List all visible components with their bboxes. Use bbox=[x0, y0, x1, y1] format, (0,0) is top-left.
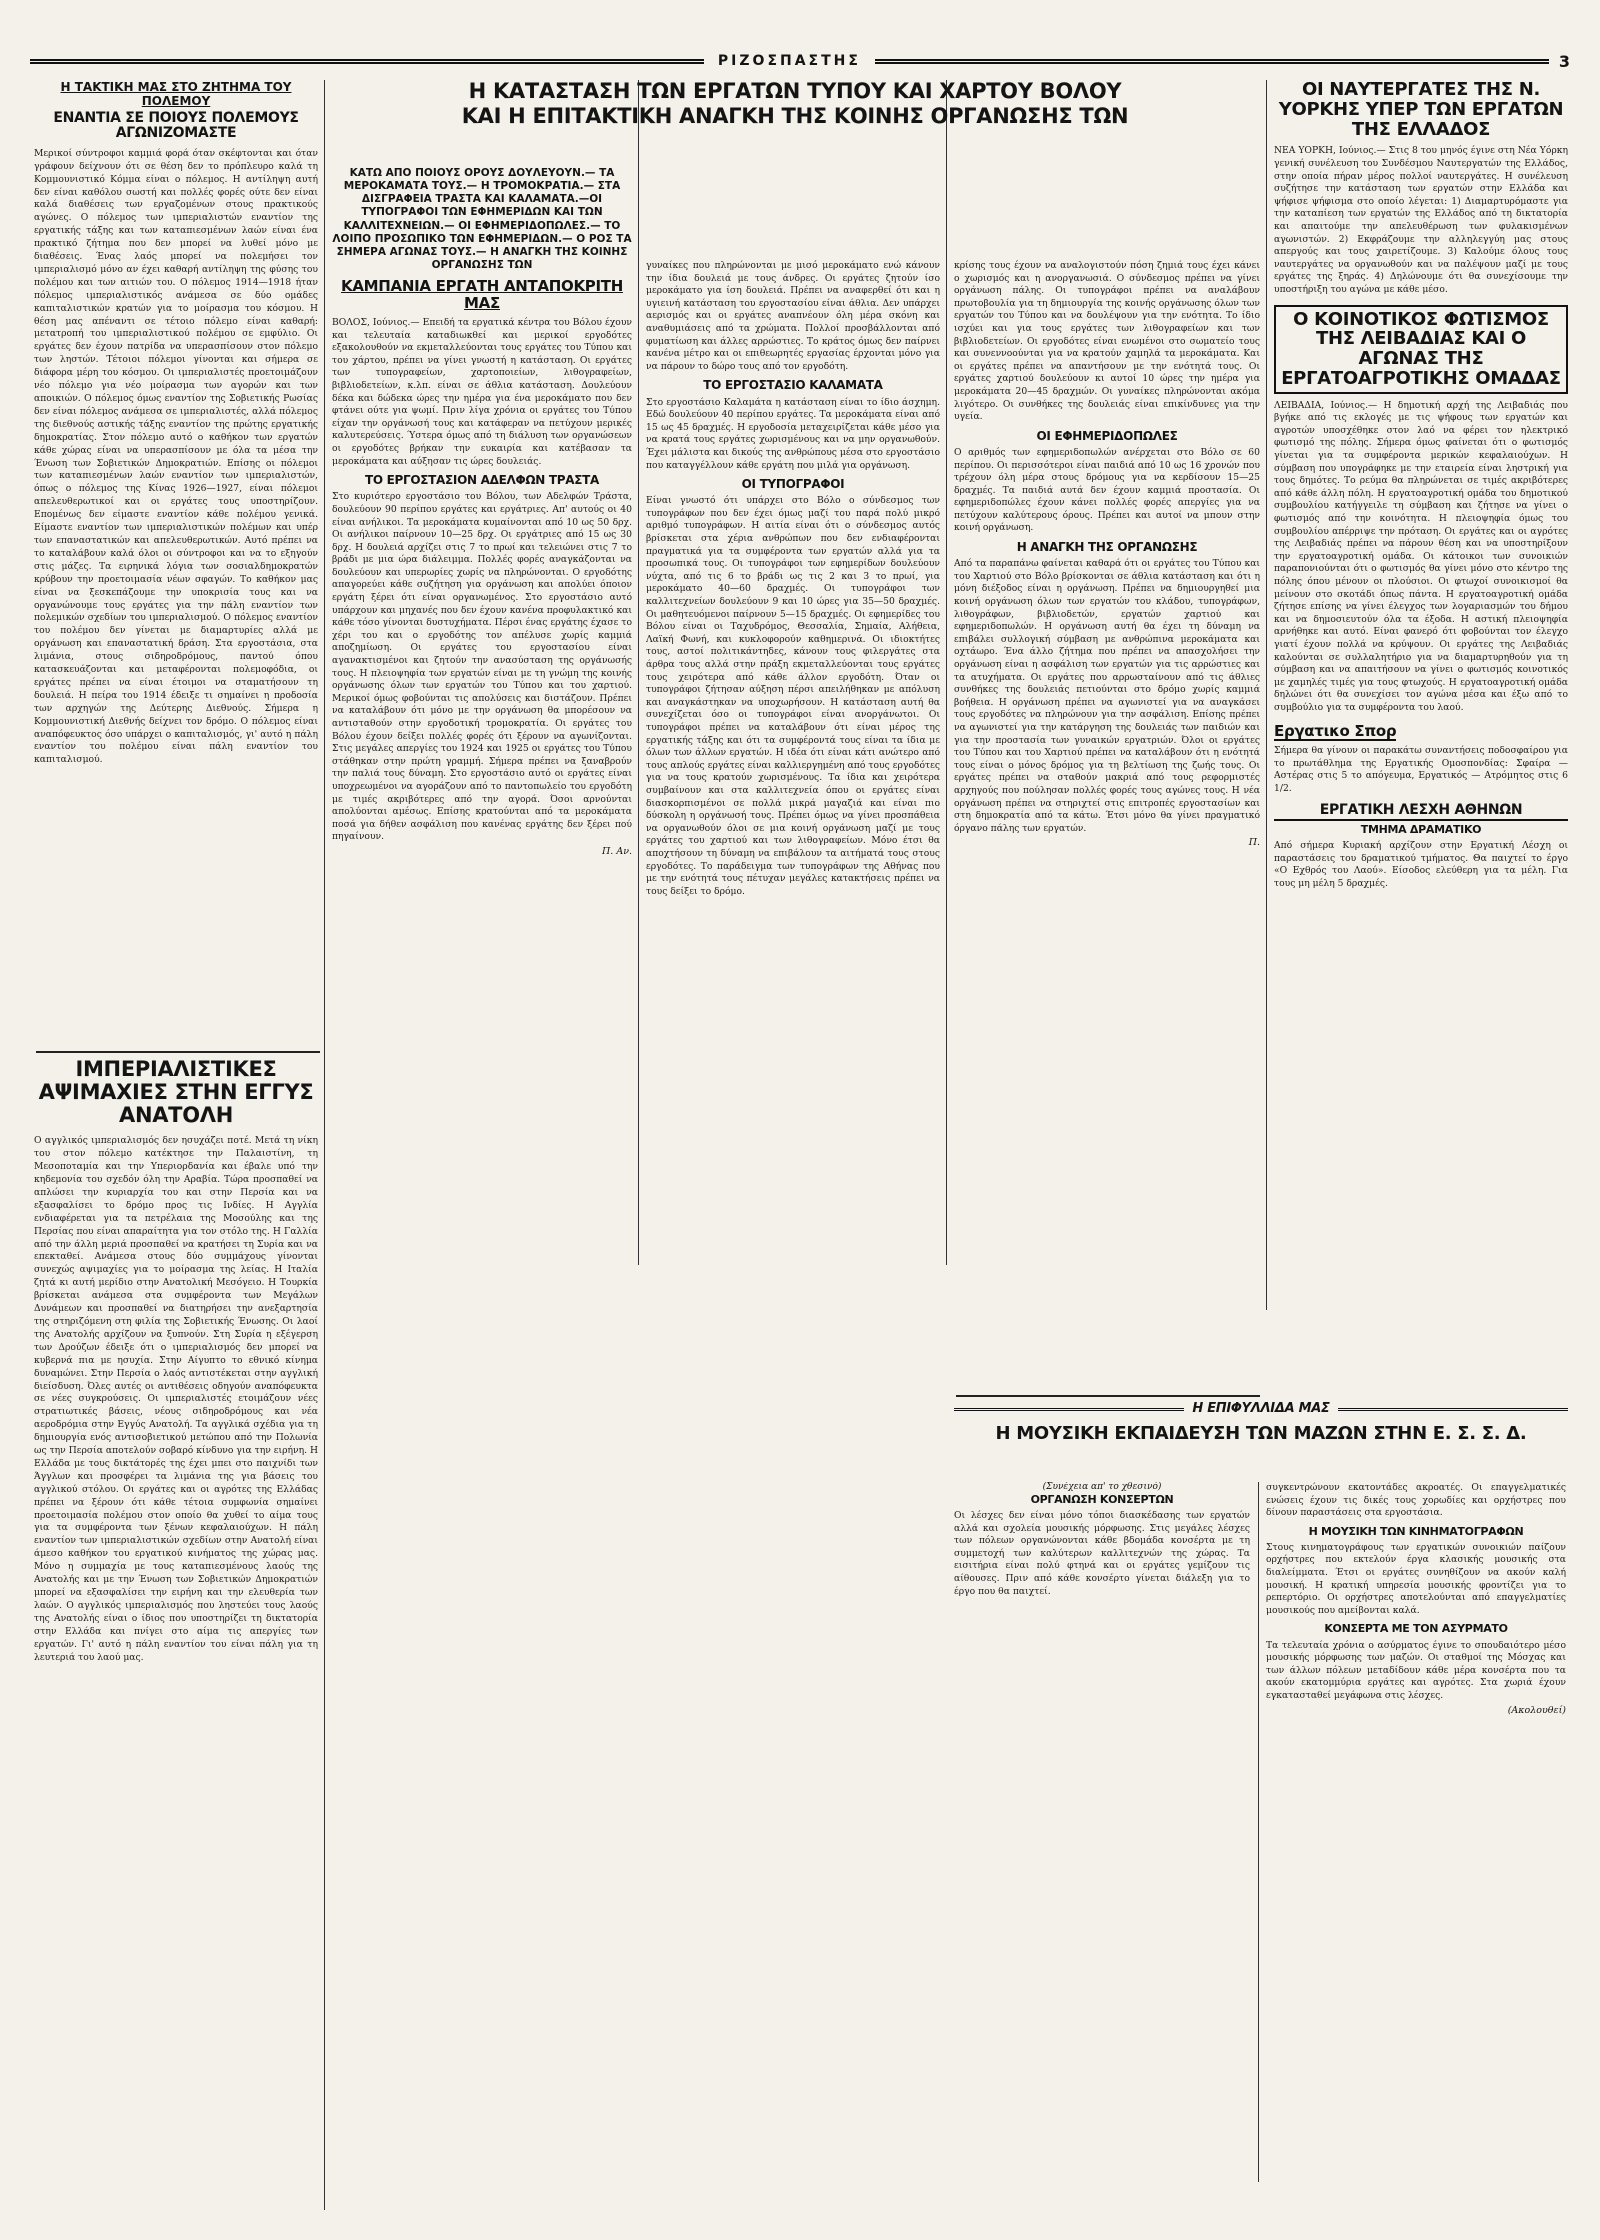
article-headline-continued: ΚΑΙ Η ΕΠΙΤΑΚΤΙΚΗ ΑΝΑΓΚΗ ΤΗΣ ΚΟΙΝΗΣ ΟΡΓΑΝΩΣΗΣ ΤΩΝ bbox=[461, 104, 1129, 129]
feuilleton-headline: Η ΜΟΥΣΙΚΗ ΕΚΠΑΙΔΕΥΣΗ ΤΩΝ ΜΑΖΩΝ ΣΤΗΝ Ε. Σ. Σ. Δ. bbox=[995, 1423, 1527, 1445]
continued-note: (Ακολουθεί) bbox=[1507, 1704, 1566, 1716]
masthead-rule-left bbox=[30, 59, 704, 64]
masthead bbox=[30, 50, 1570, 72]
feuilleton-col-b bbox=[1266, 1482, 1566, 2182]
article-body: Οι λέσχες δεν είναι μόνο τόποι διασκέδασης των εργατών αλλά και σχολεία μουσικής μόρφωσης. Στις μεγάλες λέσχες των πόλεων οργανώνονται κάθε βδομάδα κονσέρτα με τη συμμετοχή των καλύτερων καλλιτεχνών της χώρας. Τα εισιτήρια είναι πολύ φτηνά και οι εργάτες γεμίζουν τις αίθουσες. Πριν από κάθε κονσέρτο γίνεται διάλεξη για το έργο που θα παιχτεί. bbox=[954, 1510, 1250, 1597]
article-volos-col-a bbox=[332, 163, 632, 1183]
feuilleton-label: Η ΕΠΙΦΥΛΛΙΔΑ ΜΑΣ bbox=[1192, 1402, 1330, 1416]
section-heading: ΚΟΝΣΕΡΤΑ ΜΕ ΤΟΝ ΑΣΥΡΜΑΤΟ bbox=[1324, 1622, 1508, 1636]
newspaper-name: ΡΙΖΟΣΠΑΣΤΗΣ bbox=[717, 53, 861, 69]
article-body: Μερικοί σύντροφοι καμμιά φορά όταν σκέφτονται και όταν γράφουν δείχνουν ότι σε θέση δεν το πρόπλευρο καλά τη Κομμουνιστικό Κόμμα είναι ο πόλεμος. Η αντίληψη αυτή δεν είναι καθόλου σωστή και πολλές φορές ούτε δεν είναι καλά διαθέσεις των εργαζομένων στους πρακτικούς αγώνες. Ο πόλεμος των ιμπεριαλιστών εναντίον της εργατικής τάξης και των καταπιεσμένων λαών είναι ένα πρακτικό ζήτημα που δεν μπορεί να λυθεί μόνο με διαθέσεις. Ένας λαός μπορεί να πολεμήσει τον ιμπεριαλισμό μόνο αν έχει καθαρή αντίληψη της φύσης του πολέμου και των αιτιών του. Ο πόλεμος 1914—1918 ήταν πόλεμος ιμπεριαλιστικός ανάμεσα σε δύο ομάδες καπιταλιστικών κρατών για το μοίρασμα του κόσμου. Η θέση μας απέναντι σε τέτοιο πόλεμο είναι καθαρή: μετατροπή του ιμπεριαλιστικού πολέμου σε εμφύλιο. Οι εργάτες δεν έχουν πατρίδα να υπερασπίσουν στον πόλεμο των ληστών. Τέτοιοι πόλεμοι γίνονται και σήμερα σε διάφορα μέρη του κόσμου. Οι ιμπεριαλιστές προετοιμάζουν νέο πόλεμο για νέο μοίρασμα των αγορών και των αποικιών. Ο πόλεμος όμως εναντίον της Σοβιετικής Ρωσίας δεν είναι πόλεμος ανάμεσα σε ιμπεριαλιστές, αλλά πόλεμος της διεθνούς αστικής τάξης εναντίον της πρώτης εργατικής δημοκρατίας. Στον πόλεμο αυτό ο καθήκον των εργατών κάθε χώρας είναι να υπερασπίσουν με όλα τα μέσα την Ένωση των Σοβιετικών Δημοκρατιών. Επίσης οι πόλεμοι των καταπιεσμένων λαών εναντίον των ιμπεριαλιστών, όπως ο πόλεμος της Κίνας 1926—1927, είναι πόλεμοι απελευθερωτικοί και οι εργάτες τους υποστηρίζουν. Επομένως δεν είμαστε εναντίον κάθε πολέμου γενικά. Είμαστε εναντίον των ιμπεριαλιστικών πολέμων και υπέρ των επαναστατικών και απελευθερωτικών. Αυτό πρέπει να το καταλάβουν καλά όλοι οι σύντροφοι και να το εξηγούν στις μάζες. Τα ειρηνικά λόγια των σοσιαλδημοκρατών κρύβουν την προετοιμασία νέων σφαγών. Το καθήκον μας είναι να ξεσκεπάζουμε την υποκρισία τους και να οργανώνουμε τους εργάτες για την πάλη εναντίον των πολεμικών σχεδίων του ιμπεριαλισμού. Ο πόλεμος εναντίον του πολέμου δεν γίνεται με διαμαρτυρίες αλλά με οργάνωση και επαναστατική δράση. Στα εργοστάσια, στα λιμάνια, στους σιδηροδρόμους, παντού όπου κατασκευάζονται και μεταφέρονται πολεμοφόδια, οι εργάτες πρέπει να είναι έτοιμοι να σταματήσουν τη δουλειά. Η πείρα του 1914 έδειξε τι σημαίνει η προδοσία των αρχηγών της Δεύτερης Διεθνούς. Σήμερα η Κομμουνιστική Διεθνής δείχνει τον δρόμο. Ο πόλεμος είναι αναπόφευκτος όσο υπάρχει ο καπιταλισμός, γι' αυτό η πάλη εναντίον του πολέμου είναι πάλη εναντίον του καπιταλισμού. bbox=[34, 147, 318, 766]
section-heading: Η ΜΟΥΣΙΚΗ ΤΩΝ ΚΙΝΗΜΑΤΟΓΡΑΦΩΝ bbox=[1308, 1524, 1524, 1538]
article-headline: ΟΙ ΝΑΥΤΕΡΓΑΤΕΣ ΤΗΣ Ν. ΥΟΡΚΗΣ ΥΠΕΡ ΤΩΝ ΕΡΓΑΤΩΝ ΤΗΣ ΕΛΛΑΔΟΣ bbox=[1278, 80, 1564, 140]
feuilleton-banner bbox=[954, 1402, 1568, 1416]
article-imperialist-skirmishes bbox=[34, 1058, 318, 2178]
feuilleton-col-a bbox=[954, 1482, 1250, 2182]
article-body: κρίσης τους έχουν να αναλογιστούν πόση ζημιά τους έχει κάνει ο χωρισμός και η ανοργανωσιά. Ο σύνδεσμος πρέπει να γίνει οργάνωση πάλης. Οι τυπογράφοι πρέπει να αναλάβουν πρωτοβουλία για τη δημιουργία της κοινής οργάνωσης όλων των εργατών του Τύπου και να δουλέψουν για την ενότητα. Το ίδιο ισχύει και για τους εργάτες των λιθογραφείων και των βιβλιοδετείων. Οι εργοδότες είναι ενωμένοι στο σωματείο τους και συνεννοούνται για να κρατούν χαμηλά τα μεροκάματα. Και οι εργάτες πρέπει να απαντήσουν με την ενότητά τους. Οι εργάτες χαρτιού δουλεύουν κι αυτοί 10 ώρες την ημέρα για μεροκάματα 20—45 δραχμών. Οι γυναίκες πληρώνονται ακόμα λιγότερο. Οι συνθήκες της δουλειάς είναι επικίνδυνες για την υγεία. bbox=[954, 260, 1260, 423]
section-rule bbox=[956, 1395, 1260, 1397]
author-signature: Π. Αν. bbox=[602, 845, 632, 857]
column-rule bbox=[638, 80, 639, 1265]
article-volos-col-b bbox=[646, 260, 940, 1185]
banner-rule bbox=[1338, 1408, 1568, 1411]
article-headline: Ο ΚΟΙΝΟΤΙΚΟΣ ΦΩΤΙΣΜΟΣ ΤΗΣ ΛΕΙΒΑΔΙΑΣ ΚΑΙ Ο ΑΓΩΝΑΣ ΤΗΣ ΕΡΓΑΤΟΑΓΡΟΤΙΚΗΣ ΟΜΑΔΑΣ bbox=[1274, 305, 1568, 394]
article-body: Στους κινηματογράφους των εργατικών συνοικιών παίζουν ορχήστρες που εκτελούν έργα κλασικής μουσικής στα διαλείμματα. Έτσι οι εργάτες συνηθίζουν να ακούν καλή μουσική. Η κρατική υπηρεσία μουσικής φροντίζει για το ρεπερτόριο. Οι ορχήστρες αποτελούνται από επαγγελματίες μουσικούς που αμείβονται καλά. bbox=[1266, 1541, 1566, 1616]
article-body: ΛΕΙΒΑΔΙΑ, Ιούνιος.— Η δημοτική αρχή της Λειβαδιάς που βγήκε από τις εκλογές με τις ψήφους των εργατών και αγροτών υποσχέθηκε στον λαό να φέρει τον ηλεκτρικό φωτισμό της πόλης. Σήμερα όμως φαίνεται ότι ο φωτισμός γίνεται για τα συμφέροντα μερικών κεφαλαιούχων. Η σύμβαση που υπογράφηκε με την εταιρεία είναι ληστρική για τους δημότες. Το ρεύμα θα πληρώνεται σε τιμές ακριβότερες από κάθε άλλη πόλη. Η εργατοαγροτική ομάδα του δημοτικού συμβουλίου κατήγγειλε τη σύμβαση και ζήτησε να γίνει ο φωτισμός από την κοινότητα. Η πλειοψηφία όμως του συμβουλίου απέρριψε την πρόταση. Οι εργάτες και οι αγρότες της Λειβαδιάς πρέπει να πάρουν θέση και να υποστηρίξουν την εργατοαγροτική ομάδα. Οι κάτοικοι των συνοικιών παραπονιούνται ότι ο φωτισμός θα γίνει μόνο στο κέντρο της πόλης όπου μένουν οι πλούσιοι. Οι φτωχοί συνοικισμοί θα μείνουν στο σκοτάδι όπως πάντα. Η εργατοαγροτική ομάδα ζήτησε επίσης να γίνει έλεγχος των λογαριασμών του δήμου και να δημοσιευτούν όλα τα έξοδα. Η αστική πλειοψηφία αρνήθηκε και αυτό. Είναι φανερό ότι φοβούνται τον έλεγχο γιατί έχουν πολλά να κρύψουν. Οι εργάτες της Λειβαδιάς καλούνται σε συλλαλητήριο για να διαμαρτυρηθούν για τη σύμβαση και να απαιτήσουν να γίνει ο φωτισμός κοινοτικός με χαμηλές τιμές για τους φτωχούς. Η εργατοαγροτική ομάδα δηλώνει ότι θα συνεχίσει τον αγώνα μέσα και έξω από το συμβούλιο για τα συμφέροντα του λαού. bbox=[1274, 399, 1568, 713]
article-body: Τα τελευταία χρόνια ο ασύρματος έγινε το σπουδαιότερο μέσο μουσικής μόρφωσης των μαζών. Οι σταθμοί της Μόσχας και των άλλων πόλεων μεταδίδουν κάθε μέρα κονσέρτα που τα ακούν εκατομμύρια εργάτες και αγρότες. Στα χωριά έχουν εγκατασταθεί μεγάφωνα στις λέσχες. bbox=[1266, 1639, 1566, 1701]
masthead-rule-right bbox=[875, 59, 1549, 64]
article-body: ΒΟΛΟΣ, Ιούνιος.— Επειδή τα εργατικά κέντρα του Βόλου έχουν και τελευταία καταδιωκθεί και μερικοί εργοδότες εξακολουθούν να εκμεταλλεύονται τους εργάτες του Τύπου και του χάρτου, πρέπει να γίνει γνωστή η κατάσταση. Οι εργάτες των τυπογραφείων, χαρτοποιείων, λιθογραφείων, βιβλιοδετείων, κ.λπ. είναι σε άθλια κατάσταση. Δουλεύουν δέκα και δώδεκα ώρες την ημέρα για ένα μεροκάματο που δεν φτάνει ούτε για ψωμί. Πριν λίγα χρόνια οι εργάτες του Τύπου είχαν την οργάνωσή τους και κατάφεραν να πετύχουν μερικές καλυτερεύσεις. Ύστερα όμως από τη διάλυση των οργανώσεων οι εργοδότες βρήκαν την ευκαιρία και κατέβασαν τα μεροκάματα και αύξησαν τις ώρες δουλειάς. bbox=[332, 317, 632, 467]
article-subheads: ΚΑΤΩ ΑΠΟ ΠΟΙΟΥΣ ΟΡΟΥΣ ΔΟΥΛΕΥΟΥΝ.— ΤΑ ΜΕΡΟΚΑΜΑΤΑ ΤΟΥΣ.— Η ΤΡΟΜΟΚΡΑΤΙΑ.— ΣΤΑ ΔΙΣΓΡΑΦΕΙΑ ΤΡΑΣΤΑ ΚΑΙ ΚΑΛΑΜΑΤΑ.—ΟΙ ΤΥΠΟΓΡΑΦΟΙ ΤΩΝ ΕΦΗΜΕΡΙΔΩΝ ΚΑΙ ΤΩΝ ΚΑΛΛΙΤΕΧΝΕΙΩΝ.— ΟΙ ΕΦΗΜΕΡΙΔΟΠΩΛΕΣ.— ΤΟ ΛΟΙΠΟ ΠΡΟΣΩΠΙΚΟ ΤΩΝ ΕΦΗΜΕΡΙΔΩΝ.— Ο ΡΟΣ ΤΑ ΣΗΜΕΡΑ ΑΓΩΝΑΣ ΤΟΥΣ.— Η ΑΝΑΓΚΗ ΤΗΣ ΚΟΙΝΗΣ ΟΡΓΑΝΩΣΗΣ ΤΩΝ bbox=[332, 167, 632, 271]
continuation-note: (Συνέχεια απ' το χθεσινό) bbox=[1042, 1482, 1162, 1492]
section-heading: ΟΙ ΤΥΠΟΓΡΑΦΟΙ bbox=[741, 477, 845, 492]
right-column bbox=[1274, 80, 1568, 1400]
column-rule bbox=[1258, 1482, 1259, 2182]
article-headline: Η ΚΑΤΑΣΤΑΣΗ ΤΩΝ ΕΡΓΑΤΩΝ ΤΥΠΟΥ ΚΑΙ ΧΑΡΤΟΥ ΒΟΛΟΥ bbox=[468, 80, 1122, 103]
page-number: 3 bbox=[1558, 51, 1571, 71]
article-volos-header bbox=[332, 80, 1258, 160]
article-headline: ΙΜΠΕΡΙΑΛΙΣΤΙΚΕΣ ΑΨΙΜΑΧΙΕΣ ΣΤΗΝ ΕΓΓΥΣ ΑΝΑΤΟΛΗ bbox=[38, 1058, 314, 1128]
feuilleton-header bbox=[954, 1402, 1568, 1482]
article-body: Ο αγγλικός ιμπεριαλισμός δεν ησυχάζει ποτέ. Μετά τη νίκη του στον πόλεμο κατέκτησε την Παλαιστίνη, τη Μεσοποταμία και την Υπεριορδανία και έβαλε υπό την κηδεμονία του σχεδόν όλη την Αραβία. Τώρα προσπαθεί να απλώσει την κυριαρχία του και στην Περσία και να εξασφαλίσει το δρόμο προς τις Ινδίες. Η Αγγλία ενδιαφέρεται για τα πετρέλαια της Μοσούλης και της Περσίας που είναι απαραίτητα για τον στόλο της. Η Γαλλία από την άλλη μεριά προσπαθεί να κρατήσει τη Συρία και να επεκταθεί. Ανάμεσα στους δύο συμμάχους γίνονται συνεχώς αψιμαχίες για το μοίρασμα της λείας. Η Ιταλία ζητά κι αυτή μερίδιο στην Ανατολική Μεσόγειο. Η Τουρκία βρίσκεται ανάμεσα στα συμφέροντα των Μεγάλων Δυνάμεων και προσπαθεί να διατηρήσει την ανεξαρτησία της στηριζόμενη στη φιλία της Σοβιετικής Ένωσης. Οι λαοί της Ανατολής αρχίζουν να ξυπνούν. Στη Συρία η εξέγερση των Δρούζων έδειξε ότι ο ιμπεριαλισμός δεν μπορεί να κυβερνά πια με ησυχία. Στην Αίγυπτο το εθνικό κίνημα δυναμώνει. Στην Περσία ο λαός αντιστέκεται στην αγγλική διείσδυση. Όλες αυτές οι αντιθέσεις οδηγούν αναπόφευκτα σε νέες συγκρούσεις. Οι ιμπεριαλιστές ετοιμάζουν νέες στρατιωτικές βάσεις, νέους σιδηροδρόμους και νέα αεροδρόμια στην Εγγύς Ανατολή. Τα αγγλικά σχέδια για τη δημιουργία ενός αντισοβιετικού μετώπου από την Πολωνία ως την Περσία αποτελούν σοβαρό κίνδυνο για την ειρήνη. Η Ελλάδα με τους δικτάτορές της έχει μπει στο παιχνίδι των Άγγλων και προσφέρει τα λιμάνια της για βάσεις του αγγλικού στόλου. Οι εργάτες και οι αγρότες της Ελλάδας πρέπει να ξέρουν ότι κάθε τέτοια συμφωνία σημαίνει προετοιμασία πολέμου στον οποίο θα χυθεί το αίμα τους για τα συμφέροντα των ξένων κεφαλαιούχων. Η πάλη εναντίον των ιμπεριαλιστικών σχεδίων στην Ανατολή είναι άμεσο καθήκον του εργατικού κινήματος της χώρας μας. Μόνο η συμμαχία με τους καταπιεσμένους λαούς της Ανατολής και με την Ένωση των Σοβιετικών Δημοκρατιών μπορεί να εξασφαλίσει την ειρήνη και την ελευθερία των λαών. Ο αγγλικός ιμπεριαλισμός που ληστεύει τους λαούς της Ανατολής είναι ο ίδιος που υποστηρίζει τη δικτατορία στην Ελλάδα και πνίγει στο αίμα τις απεργίες των εργατών. Γι' αυτό η πάλη εναντίον του είναι πάλη για τη λευτεριά του λαού μας. bbox=[34, 1135, 318, 1663]
article-body: γυναίκες που πληρώνονται με μισό μεροκάματο ενώ κάνουν την ίδια δουλειά με τους άνδρες. Οι εργάτες ζητούν ίσο μεροκάματο για ίση δουλειά. Πρέπει να αναφερθεί ότι και η υγιεινή κατάσταση του εργοστασίου είναι άθλια. Δεν υπάρχει αερισμός και οι εργάτες αναπνέουν όλη μέρα σκόνη και αναθυμιάσεις από τα χρώματα. Πολλοί προσβάλλονται από φυματίωση και άλλες αρρώστιες. Το κράτος όμως δεν παίρνει κανένα μέτρο και οι επιθεωρητές εργασίας έρχονται μόνο για να πάρουν το δώρο τους από τον εργοδότη. bbox=[646, 260, 940, 372]
article-body: ΝΕΑ ΥΟΡΚΗ, Ιούνιος.— Στις 8 του μηνός έγινε στη Νέα Υόρκη γενική συνέλευση του Συνδέσμου Ναυτεργατών της Ελλάδος, στην οποία πήραν μέρος πολλοί ναυτεργάτες. Η συνέλευση συζήτησε την κατάσταση των εργατών στην Ελλάδα και ψήφισε ψήφισμα στο οποίο λέγεται: 1) Διαμαρτυρόμαστε για την καταπίεση των εργατών της Ελλάδος από τη δικτατορία και απαιτούμε την απελευθέρωση των φυλακισμένων αγωνιστών. 2) Εκφράζουμε την αλληλεγγύη μας στους απεργούς και τους χαιρετίζουμε. 3) Καλούμε όλους τους ναυτεργάτες να οργανωθούν και να παλέψουν μαζί με τους εργάτες της ξηράς. 4) Δηλώνουμε ότι θα συνεχίσουμε την υποστήριξη του αγώνα με κάθε μέσο. bbox=[1274, 145, 1568, 295]
article-body: Είναι γνωστό ότι υπάρχει στο Βόλο ο σύνδεσμος των τυπογράφων που δεν έχει όμως μαζί του παρά πολύ μικρό αριθμό τυπογράφων. Η αιτία είναι ότι ο σύνδεσμος αυτός βρίσκεται στα χέρια ανθρώπων που δεν ενδιαφέρονται πραγματικά για τα συμφέροντα των εργατών αλλά για τα προσωπικά τους. Οι τυπογράφοι των εφημερίδων δουλεύουν νύχτα, από τις 6 το βράδι ως τις 2 και 3 το πρωί, για μεροκάματο 40—60 δραχμές. Οι τυπογράφοι των καλλιτεχνείων δουλεύουν 9 και 10 ώρες για 35—50 δραχμές. Οι μαθητευόμενοι παίρνουν 5—15 δραχμές. Οι εφημερίδες του Βόλου είναι οι Ταχυδρόμος, Θεσσαλία, Σημαία, Αλήθεια, Λαϊκή Φωνή, και κυκλοφορούν καθημερινά. Οι ιδιοκτήτες τους, αστοί πολιτικάντηδες, κάνουν τους φιλεργάτες στα άρθρα τους αλλά στην πράξη εκμεταλλεύονται τους εργάτες τους χειρότερα από κάθε άλλον εργοδότη. Όταν οι τυπογράφοι ζήτησαν αύξηση πέρσι απειλήθηκαν με απόλυση και αναγκάστηκαν να υποχωρήσουν. Η κατάσταση αυτή θα συνεχίζεται όσο οι τυπογράφοι είναι ανοργάνωτοι. Οι τυπογράφοι πρέπει να καταλάβουν ότι είναι μέρος της εργατικής τάξης και ότι τα συμφέροντά τους είναι τα ίδια με όλων των άλλων εργατών. Η ιδέα ότι είναι κάτι ανώτερο από τους απλούς εργάτες είναι καλλιεργημένη από τους εργοδότες για να τους κρατούν χωρισμένους. Τα ίδια και χειρότερα συμβαίνουν και στα καλλιτεχνεία όπου οι εργάτες είναι διασκορπισμένοι σε πολλά μικρά μαγαζιά και είναι πιο δύσκολη η οργάνωσή τους. Πρέπει όμως να γίνει προσπάθεια να οργανωθούν όλοι σε μια κοινή οργάνωση μαζί με τους εργάτες του χαρτιού και των λιθογραφείων. Μόνο έτσι θα αποχτήσουν τη δύναμη να επιβάλουν τα αιτήματά τους στους εργοδότες. Το παράδειγμα των τυπογράφων της Αθήνας που με την ενότητά τους πέτυχαν μεγάλες κατακτήσεις πρέπει να τους δείξει το δρόμο. bbox=[646, 495, 940, 897]
section-heading: ΤΟ ΕΡΓΟΣΤΑΣΙΟ ΚΑΛΑΜΑΤΑ bbox=[703, 378, 883, 393]
section-heading: ΤΟ ΕΡΓΟΣΤΑΣΙΟΝ ΑΔΕΛΦΩΝ ΤΡΑΣΤΑ bbox=[364, 473, 600, 488]
section-heading: Η ΑΝΑΓΚΗ ΤΗΣ ΟΡΓΑΝΩΣΗΣ bbox=[1016, 540, 1198, 555]
article-body: Ο αριθμός των εφημεριδοπωλών ανέρχεται στο Βόλο σε 60 περίπου. Οι περισσότεροι είναι παιδιά από 10 ως 16 χρονών που τρέχουν όλη μέρα στους δρόμους για να κερδίσουν 15—25 δραχμές. Τα παιδιά αυτά δεν έχουν καμμιά προστασία. Οι εφημεριδοπώλες έχουν κάνει πολλές φορές απεργίες για να πετύχουν καλύτερους όρους. Πρέπει και αυτοί να μπουν στην κοινή οργάνωση. bbox=[954, 446, 1260, 534]
article-body: Από τα παραπάνω φαίνεται καθαρά ότι οι εργάτες του Τύπου και του Χαρτιού στο Βόλο βρίσκονται σε άθλια κατάσταση και ότι η μόνη διέξοδος είναι η οργάνωση. Πρέπει να δημιουργηθεί μια κοινή οργάνωση όλων των εργατών του κλάδου, τυπογράφων, λιθογράφων, βιβλιοδετών, εργατών χαρτιού και εφημεριδοπωλών. Η οργάνωση αυτή θα έχει τη δύναμη να επιβάλει συλλογική σύμβαση με ανθρώπινα μεροκάματα και οχτάωρο. Ένα άλλο ζήτημα που πρέπει να απασχολήσει την οργάνωση είναι η ασφάλιση των εργατών για τις αρρώστιες και τα ατυχήματα. Οι εργάτες που αρρωσταίνουν από τις άθλιες συνθήκες της δουλειάς πετιούνται στο δρόμο χωρίς καμμιά βοήθεια. Η οργάνωση πρέπει να αγωνιστεί για να αναγκάσει τους εργοδότες να πληρώνουν για την ασφάλιση. Επίσης πρέπει να αγωνιστεί για την κατάργηση της δουλειάς των παιδιών και για την προστασία των γυναικών εργατριών. Όλοι οι εργάτες του Τύπου και του Χαρτιού πρέπει να καταλάβουν ότι η ενότητά τους είναι ο μόνος δρόμος για τη βελτίωση της ζωής τους. Οι εργάτες πρέπει να σταθούν μακριά από τους ρεφορμιστές αρχηγούς που πούλησαν πολλές φορές τους αγώνες τους. Η νέα οργάνωση πρέπει να στηριχτεί στις επιτροπές εργοστασίων και στη δημοκρατία από τα κάτω. Έτσι μόνο θα γίνει πραγματικό όργανο πάλης των εργατών. bbox=[954, 558, 1260, 834]
club-subheading: ΤΜΗΜΑ ΔΡΑΜΑΤΙΚΟ bbox=[1360, 822, 1482, 836]
article-volos-col-c bbox=[954, 260, 1260, 1185]
club-body: Από σήμερα Κυριακή αρχίζουν στην Εργατική Λέσχη οι παραστάσεις του δραματικού τμήματος. Θα παιχτεί το έργο «Ο Εχθρός του Λαού». Είσοδος ελεύθερη για τα μέλη. Για τους μη μέλη 5 δραχμές. bbox=[1274, 839, 1568, 889]
article-body: συγκεντρώνουν εκατοντάδες ακροατές. Οι επαγγελματικές ενώσεις έχουν τις δικές τους χορωδίες και ορχήστρες που δίνουν παραστάσεις στα εργοστάσια. bbox=[1266, 1482, 1566, 1519]
sport-heading: Εργατικο Σπορ bbox=[1274, 721, 1397, 740]
sport-body: Σήμερα θα γίνουν οι παρακάτω συναντήσεις ποδοσφαίρου για το πρωτάθλημα της Εργατικής Ομοσπονδίας: Σφαίρα — Αστέρας στις 5 το απόγευμα, Εργατικός — Ατρόμητος στις 6 1/2. bbox=[1274, 745, 1568, 794]
banner-rule bbox=[954, 1408, 1184, 1411]
article-war-tactics bbox=[34, 80, 318, 1045]
campaign-heading: ΚΑΜΠΑΝΙΑ ΕΡΓΑΤΗ ΑΝΤΑΠΟΚΡΙΤΗ ΜΑΣ bbox=[341, 277, 623, 312]
article-kicker: Η ΤΑΚΤΙΚΗ ΜΑΣ ΣΤΟ ΖΗΤΗΜΑ ΤΟΥ ΠΟΛΕΜΟΥ bbox=[60, 80, 292, 108]
article-body: Στο κυριότερο εργοστάσιο του Βόλου, των Αδελφών Τράστα, δουλεύουν 90 περίπου εργάτες και εργάτριες. Απ' αυτούς οι 40 είναι ανήλικοι. Τα μεροκάματα κυμαίνονται από 10 ως 50 δρχ. Οι ανήλικοι παίρνουν 10—25 δρχ. Οι εργάτριες από 15 ως 30 δρχ. Η δουλειά αρχίζει στις 7 το πρωί και τελειώνει στις 7 το βράδι με μια ώρα διάλειμμα. Πολλές φορές αναγκάζονται να δουλεύουν και υπερωρίες χωρίς να πληρώνονται. Ο εργοδότης απαγορεύει κάθε συζήτηση για οργάνωση και απολύει όποιον εργάτη ξέρει ότι είναι οργανωμένος. Στο εργοστάσιο αυτό υπάρχουν και μηχανές που δεν έχουν κανένα προφυλακτικό και κάθε τόσο γίνονται δυστυχήματα. Πέρσι ένας εργάτης έχασε το χέρι του και ο εργοδότης τον απέλυσε χωρίς καμμιά αποζημίωση. Οι εργάτες του εργοστασίου είναι αγανακτισμένοι και ζητούν την ανασύσταση της οργάνωσής τους. Η πλειοψηφία των εργατών είναι με τη γνώμη της κοινής οργάνωσης όλων των εργατών του Τύπου και του χαρτιού. Μερικοί όμως φοβούνται τις απολύσεις και διστάζουν. Πρέπει να καταλάβουν ότι μόνο με την οργάνωση θα μπορέσουν να αντισταθούν στην εργοδοτική τρομοκρατία. Οι εργάτες του Βόλου έχουν δείξει πολλές φορές ότι ξέρουν να αγωνίζονται. Στις μεγάλες απεργίες του 1924 και 1925 οι εργάτες του Τύπου στάθηκαν στην πρώτη γραμμή. Σήμερα πρέπει να ξαναβρούν την παλιά τους δύναμη. Στο εργοστάσιο αυτό οι εργάτες είναι υποχρεωμένοι να αγοράζουν από το παντοπωλείο του εργοδότη με τιμές ακριβότερες από την αγορά. Όσοι αρνούνται απολύονται αμέσως. Επίσης κρατούνται από τα μεροκάματα ποσά για δήθεν ασφάλιση που κανένας εργάτης δεν ξέρει πού πηγαίνουν. bbox=[332, 491, 632, 843]
column-rule bbox=[946, 80, 947, 1265]
section-heading: ΟΡΓΑΝΩΣΗ ΚΟΝΣΕΡΤΩΝ bbox=[1030, 1493, 1174, 1506]
section-rule bbox=[36, 1051, 320, 1053]
column-rule bbox=[324, 80, 325, 2210]
article-body: Στο εργοστάσιο Καλαμάτα η κατάσταση είναι το ίδιο άσχημη. Εδώ δουλεύουν 40 περίπου εργάτες. Τα μεροκάματα είναι από 15 ως 45 δραχμές. Η εργοδοσία μεταχειρίζεται κάθε μέσο για να κρατά τους εργάτες χωρισμένους και να μην οργανωθούν. Έχει μάλιστα και δικούς της ανθρώπους μέσα στο εργοστάσιο που καταγγέλλουν κάθε εργάτη που μιλά για οργάνωση. bbox=[646, 396, 940, 471]
author-signature: Π. bbox=[1248, 837, 1260, 849]
article-headline: ΕΝΑΝΤΙΑ ΣΕ ΠΟΙΟΥΣ ΠΟΛΕΜΟΥΣ ΑΓΩΝΙΖΟΜΑΣΤΕ bbox=[53, 110, 299, 142]
section-heading: ΟΙ ΕΦΗΜΕΡΙΔΟΠΩΛΕΣ bbox=[1036, 428, 1178, 443]
column-rule bbox=[1266, 80, 1267, 1310]
club-heading: ΕΡΓΑΤΙΚΗ ΛΕΣΧΗ ΑΘΗΝΩΝ bbox=[1274, 803, 1568, 820]
